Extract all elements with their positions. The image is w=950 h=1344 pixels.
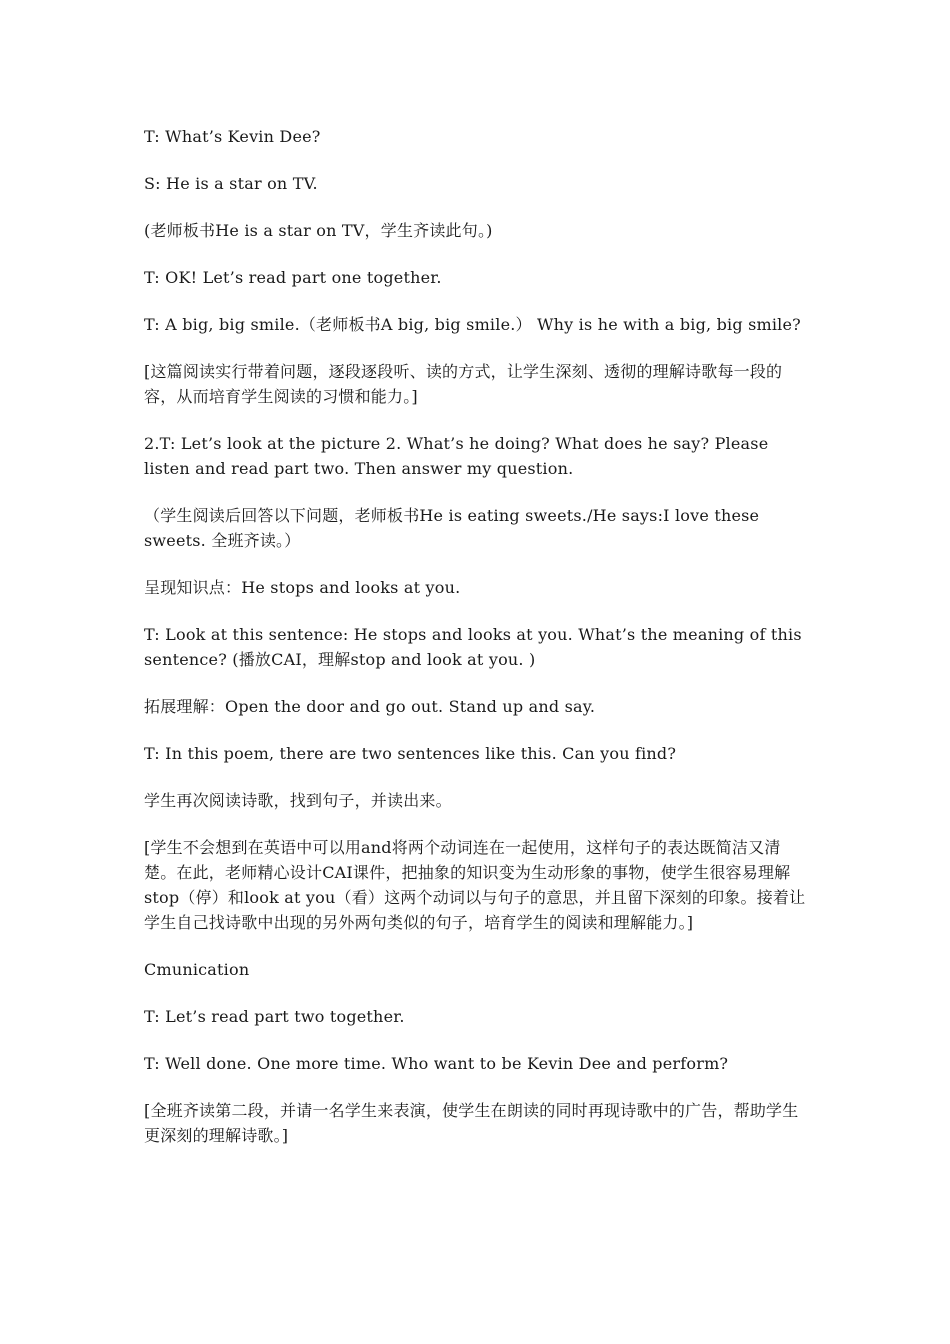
teacher-note: (老师板书He is a star on TV，学生齐读此句。) <box>144 221 493 240</box>
dialogue-line: T: What’s Kevin Dee? <box>144 127 321 146</box>
commentary-paragraph: [学生不会想到在英语中可以用and将两个动词连在一起使用，这样句子的表达既简洁又清楚。在此，老师精心设计CAI课件，把抽象的知识变为生动形象的事物，使学生很容易理解stop（停）和look at you（看）这两个动词以与句子的意思，并且留下深刻的印象。接着让学生自己找诗歌中出现的另外两句类似的句子，培育学生的阅读和理解能力。] <box>144 838 806 932</box>
teacher-note: （学生阅读后回答以下问题，老师板书He is eating sweets./He says:I love these sweets. 全班齐读。） <box>144 506 760 550</box>
dialogue-line: T: Let’s read part two together. <box>144 1007 405 1026</box>
student-activity: 学生再次阅读诗歌，找到句子，并读出来。 <box>144 791 452 810</box>
dialogue-line: T: Well done. One more time. Who want to be Kevin Dee and perform? <box>144 1054 729 1073</box>
dialogue-line: 2.T: Let’s look at the picture 2. What’s he doing? What does he say? Please listen and read part two. Then answer my question. <box>144 434 769 478</box>
dialogue-line: T: A big, big smile.（老师板书A big, big smile.） Why is he with a big, big smile? <box>144 315 801 334</box>
dialogue-line: T: OK! Let’s read part one together. <box>144 268 442 287</box>
document-body <box>144 124 808 1170</box>
dialogue-line: T: Look at this sentence: He stops and looks at you. What’s the meaning of this sentence? (播放CAI，理解stop and look at you. ) <box>144 625 802 669</box>
commentary-paragraph: [这篇阅读实行带着问题，逐段逐段听、读的方式，让学生深刻、透彻的理解诗歌每一段的容，从而培育学生阅读的习惯和能力。] <box>144 362 783 406</box>
extension-paragraph: 拓展理解：Open the door and go out. Stand up and say. <box>144 697 596 716</box>
dialogue-line: T: In this poem, there are two sentences like this. Can you find? <box>144 744 677 763</box>
section-heading: Cmunication <box>144 960 250 979</box>
commentary-paragraph: [全班齐读第二段，并请一名学生来表演，使学生在朗读的同时再现诗歌中的广告，帮助学生更深刻的理解诗歌。] <box>144 1101 799 1145</box>
dialogue-line: S: He is a star on TV. <box>144 174 318 193</box>
knowledge-point: 呈现知识点：He stops and looks at you. <box>144 578 461 597</box>
